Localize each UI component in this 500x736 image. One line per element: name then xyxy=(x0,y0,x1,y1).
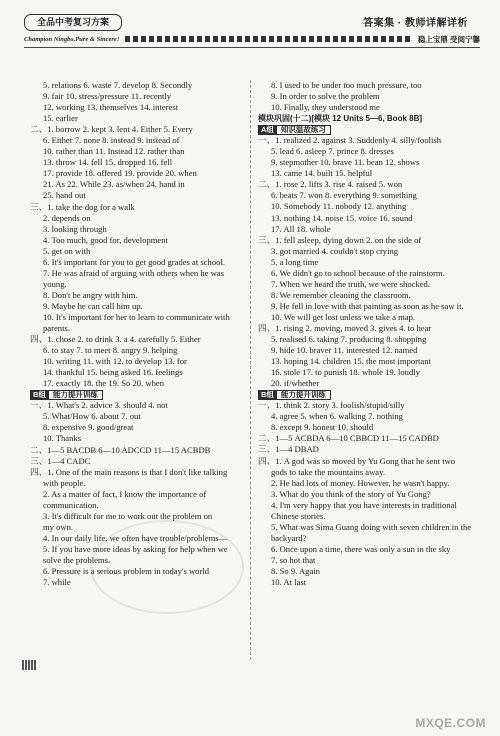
answer-line: 2. depends on xyxy=(43,212,91,223)
answer-line: 10. Somebody 11. nobody 12. anything xyxy=(271,201,407,212)
answer-line: 17. All 18. whole xyxy=(271,223,331,234)
page-header xyxy=(14,12,486,52)
answer-line: 10. writing 11. with 12. to develop 13. for xyxy=(43,356,187,367)
answer-line: 6. beats 7. won 8. everything 9. something xyxy=(271,190,417,201)
decorative-stripes xyxy=(125,36,412,42)
answer-line: 10. rather than 11. Instead 12. rather than xyxy=(43,146,185,157)
answer-line: with people. xyxy=(43,477,86,488)
answer-line: 5. What was Sima Guang doing with seven children in the xyxy=(271,521,472,532)
answer-line: backyard? xyxy=(271,532,307,543)
answer-line: 13. hoping 14. children 15. the most important xyxy=(271,356,431,367)
answer-line: 二、1—5 ACBDA 6—10 CBBCD 11—15 CADBD xyxy=(258,433,439,444)
answer-line: 12. working 13. themselves 14. interest xyxy=(43,102,179,113)
section-title: 能力提升训练 xyxy=(277,390,331,400)
answer-line: 7. He was afraid of arguing with others when he was xyxy=(43,267,224,278)
answer-line: 四、1. One of the main reasons is that I don't like talking xyxy=(30,466,228,477)
header-motto: 稳上宝鼎 受阅宁馨 xyxy=(417,34,480,44)
answer-line: communication. xyxy=(43,499,99,510)
answer-line: 6. We didn't go to school because of the rainstorm. xyxy=(271,267,445,278)
answer-line: 17. exactly 18. the 19. So 20. when xyxy=(43,378,165,389)
answer-line: 四、1. A god was so moved by Yu Gong that he sent two xyxy=(258,455,456,466)
answer-line: 25. hand out xyxy=(43,190,86,201)
section-header-bar xyxy=(258,390,480,400)
answer-line: 9. In order to solve the problem xyxy=(271,91,380,102)
answer-line: 4. I'm very happy that you have interests in traditional xyxy=(271,499,457,510)
column-divider xyxy=(250,80,251,660)
answer-line: 一、1. What's 2. advice 3. should 4. not xyxy=(30,400,168,411)
section-tag: B组 xyxy=(30,390,49,400)
answer-line: 8. So 9. Again xyxy=(271,565,320,576)
answer-line: 14. thankful 15. being asked 16. feelings xyxy=(43,367,183,378)
answer-line: 15. earlier xyxy=(43,113,78,124)
answer-line: 9. Maybe he can call him up. xyxy=(43,300,143,311)
answer-line: 10. It's important for her to learn to communicate with xyxy=(43,311,230,322)
answer-line: 一、1. realized 2. against 3. Suddenly 4. silly/foolish xyxy=(258,135,442,146)
header-subtitle-row xyxy=(24,34,480,44)
answer-line: 三、1. fell asleep, dying down 2. on the side of xyxy=(258,234,422,245)
module-title: 模块巩固(十二)[模块 12 Units 5—6, Book 8B] xyxy=(258,114,423,124)
answer-line: 16. stole 17. to punish 18. whole 19. loudly xyxy=(271,367,420,378)
answer-line: 5. If you have more ideas by asking for help when we xyxy=(43,543,228,554)
answer-line: 三、1—4 CADC xyxy=(30,455,91,466)
section-header-bar xyxy=(30,390,252,400)
answer-line: 6. Pressure is a serious problem in today's world xyxy=(43,566,210,577)
answer-line: 9. stepmother 10. brave 11. bean 12. shows xyxy=(271,157,420,168)
answer-line: 4. In our daily life, we often have trouble/problems— xyxy=(43,532,228,543)
answer-line: 6. It's important for you to get good grades at school. xyxy=(43,256,225,267)
answer-line: 8. Don't be angry with him. xyxy=(43,289,138,300)
answer-line: 5. get on with xyxy=(43,245,91,256)
answer-line: 7. so hot that xyxy=(271,554,316,565)
answer-line: 3. looking through xyxy=(43,223,107,234)
answer-line: young. xyxy=(43,278,67,289)
header-divider xyxy=(24,47,480,48)
answer-line: 9. He fell in love with that painting as soon as he saw it. xyxy=(271,300,464,311)
answer-line: 20. if/whether xyxy=(271,378,320,389)
answer-line: 4. agree 5. when 6. walking 7. nothing xyxy=(271,411,403,422)
answer-line: 13. nothing 14. noise 15. voice 16. sound xyxy=(271,212,413,223)
answer-line: 6. to stay 7. to meet 8. angry 9. helping xyxy=(43,345,178,356)
answer-line: 8. expensive 9. good/great xyxy=(43,422,134,433)
answer-line: 10. Finally, they understood me xyxy=(271,102,380,113)
answer-line: 3. What do you think of the story of Yu Gong? xyxy=(271,488,431,499)
answer-line: 8. We remember cleaning the classroom. xyxy=(271,289,411,300)
answer-line: 9. hide 10. braver 11. interested 12. named xyxy=(271,345,418,356)
answer-line: 5. a long time xyxy=(271,256,319,267)
answer-line: 三、1. take the dog for a walk xyxy=(30,201,135,212)
answer-line: 7. while xyxy=(43,577,71,588)
section-title: 知识温故练习 xyxy=(277,125,331,135)
answer-line: 10. We will get lost unless we take a map. xyxy=(271,311,416,322)
answer-line: 21. As 22. While 23. as/when 24. hand in xyxy=(43,179,185,190)
answer-line: gods to take the mountains away. xyxy=(271,466,386,477)
answer-line: 10. Thanks xyxy=(43,433,82,444)
answer-line: 8. except 9. honest 10. should xyxy=(271,422,374,433)
header-title: 答案集 · 教师详解详析 xyxy=(363,18,468,29)
answer-line: 7. When we heard the truth, we were shocked. xyxy=(271,278,431,289)
header-slogan: Champion Ningbo,Pure & Sincere! xyxy=(24,35,120,43)
answer-line: 13. throw 14. fell 15. dropped 16. fell xyxy=(43,157,173,168)
answer-line: 5. realised 6. taking 7. producing 8. shopping xyxy=(271,334,427,345)
answer-line: 三、1—4 DBAD xyxy=(258,444,319,455)
answer-line: 2. He had lots of money. However, he wasn't happy. xyxy=(271,477,450,488)
answer-line: 6. Once upon a time, there was only a sun in the sky xyxy=(271,543,451,554)
answer-line: solve the problems. xyxy=(43,554,111,565)
answer-line: 10. At last xyxy=(271,577,307,588)
answer-line: 5. relations 6. waste 7. develop 8. Secondly xyxy=(43,80,193,90)
answer-line: 3. got married 4. couldn't stop crying xyxy=(271,245,399,256)
answer-line: 2. As a matter of fact, I know the importance of xyxy=(43,488,207,499)
answer-line: 8. I used to be under too much pressure, too xyxy=(271,80,422,90)
answer-line: Chinese stories. xyxy=(271,510,326,521)
answer-column-right xyxy=(258,80,480,588)
answer-line: 二、1—5 BACDB 6—10 ADCCD 11—15 ACBDB xyxy=(30,444,211,455)
answer-line: 9. fair 10. stress/pressure 11. recently xyxy=(43,91,172,102)
answer-line: 5. lead 6. asleep 7. prince 8. dresses xyxy=(271,146,394,157)
answer-line: 二、1. borrow 2. kept 3. lent 4. Either 5. Every xyxy=(30,124,193,135)
answer-line: 6. Either 7. none 8. instead 9. instead of xyxy=(43,135,180,146)
answer-line: 四、1. rising 2. moving, moved 3. gives 4. to hear xyxy=(258,322,432,333)
section-header-bar xyxy=(258,125,480,135)
answer-line: 二、1. rose 2. lifts 3. rise 4. raised 5. won xyxy=(258,179,403,190)
answer-line: parents. xyxy=(43,323,70,334)
answer-line: 4. Too much, good for, development xyxy=(43,234,168,245)
answer-line: 13. came 14. built 15. helpful xyxy=(271,168,373,179)
section-title: 能力提升训练 xyxy=(49,390,103,400)
answer-line: 5. What/How 6. about 7. out xyxy=(43,411,141,422)
answer-line: 17. provide 18. offered 19. provide 20. when xyxy=(43,168,197,179)
section-tag: A组 xyxy=(258,125,277,135)
answer-line: my own. xyxy=(43,521,74,532)
watermark: MXQE.COM xyxy=(415,716,486,730)
section-tag: B组 xyxy=(258,390,277,400)
answer-column-left xyxy=(30,80,252,588)
answer-line: 四、1. chose 2. to drink 3. a 4. carefully 5. Either xyxy=(30,334,201,345)
brand-label: 全品中考复习方案 xyxy=(24,14,122,31)
answer-line: 3. It's difficult for me to work out the problem on xyxy=(43,510,213,521)
answer-line: 一、1. think 2. story 3. foolish/stupid/silly xyxy=(258,400,405,411)
page-number-mark xyxy=(22,660,36,670)
